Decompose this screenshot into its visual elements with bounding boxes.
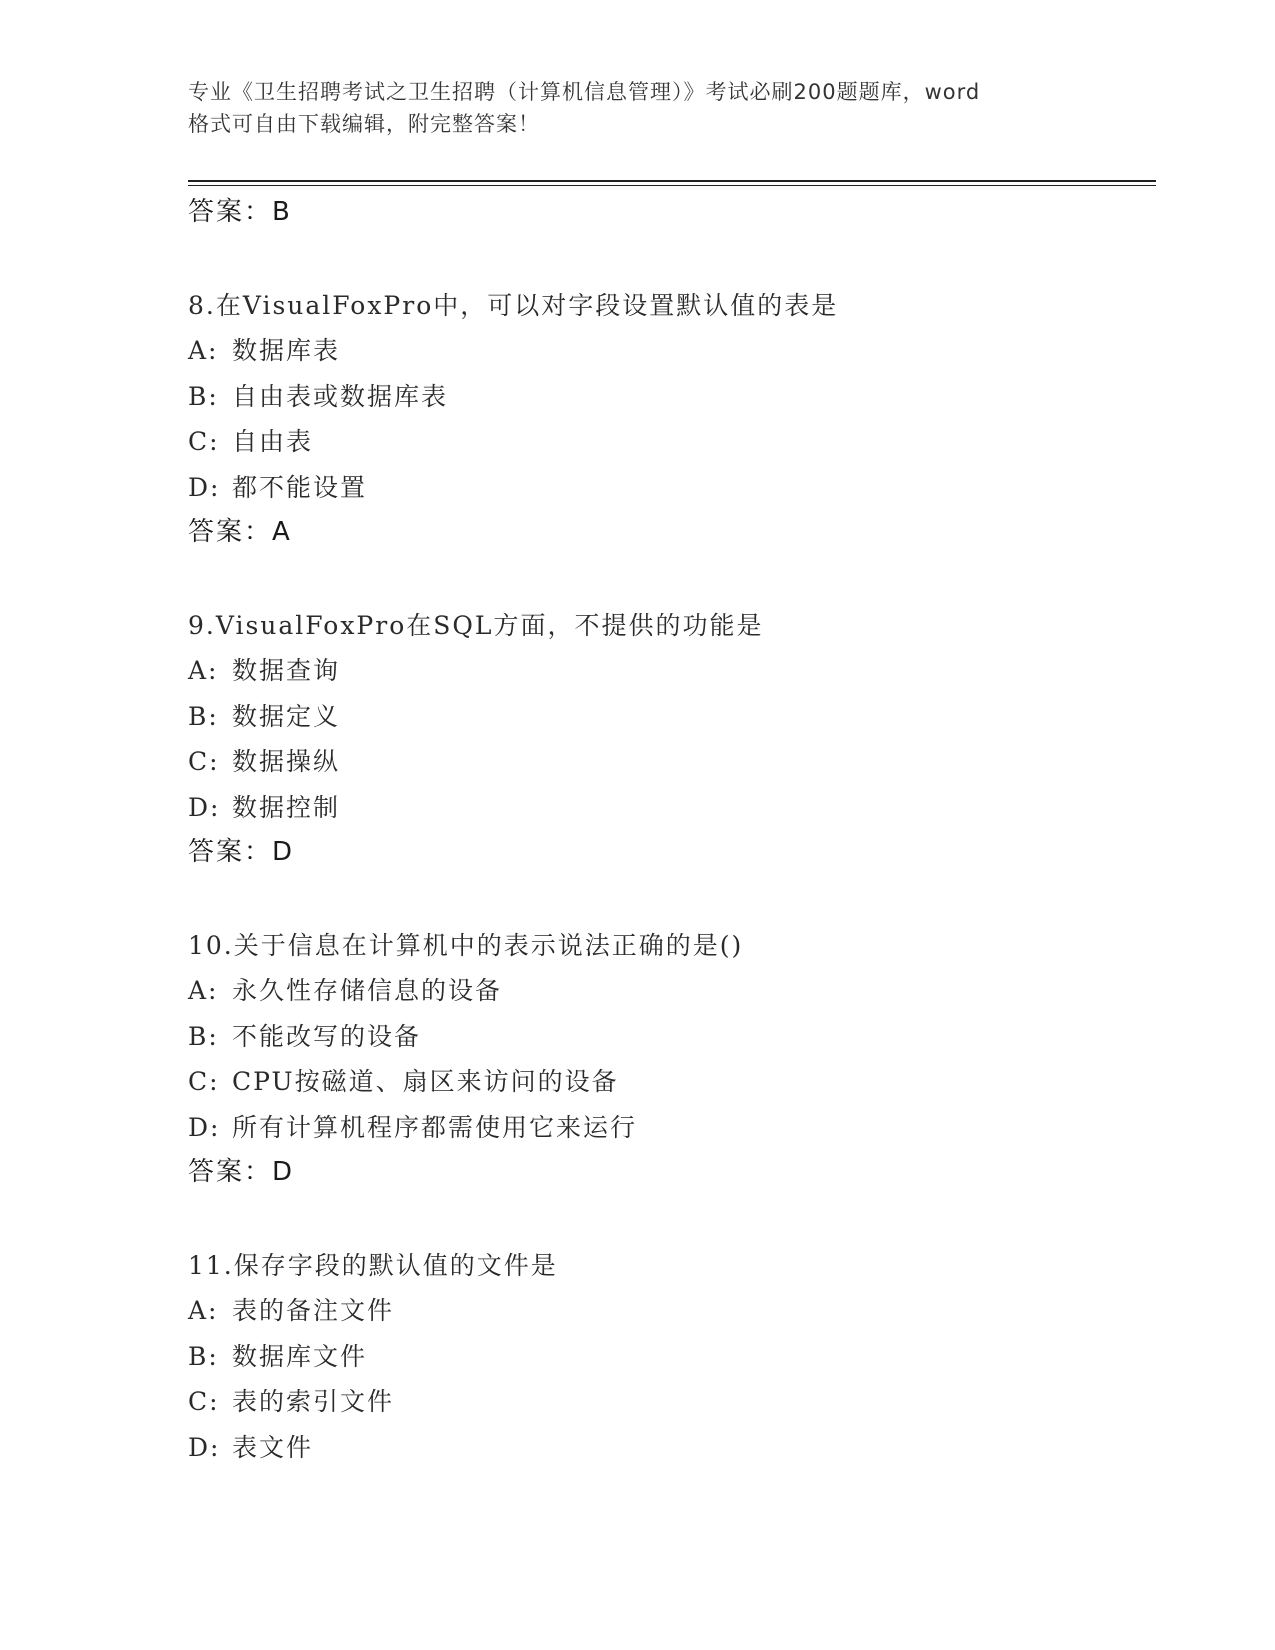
option-text: 表的索引文件 <box>232 1387 395 1416</box>
answer-value: D <box>272 1157 295 1187</box>
option-key: A: <box>188 1296 219 1325</box>
option-line <box>188 648 1148 694</box>
option-key: D: <box>188 1432 221 1462</box>
option-key: C: <box>188 1067 220 1096</box>
option-line <box>188 465 1148 511</box>
answer-value: A <box>272 517 292 547</box>
question-block <box>188 283 1148 556</box>
option-key: D: <box>188 792 221 822</box>
option-line <box>188 419 1148 465</box>
option-text: 数据定义 <box>232 701 341 731</box>
option-text: 数据库文件 <box>232 1341 368 1371</box>
option-text: 不能改写的设备 <box>232 1021 422 1051</box>
option-line <box>188 1105 1148 1151</box>
option-key: A: <box>188 976 219 1005</box>
question-block <box>188 1243 1148 1471</box>
question-stem: 8.在VisualFoxPro中，可以对字段设置默认值的表是 <box>188 290 839 320</box>
option-text: 数据操纵 <box>232 747 341 776</box>
option-key: B: <box>188 381 219 411</box>
option-text: 自由表或数据库表 <box>232 381 449 411</box>
option-key: B: <box>188 1341 219 1371</box>
spacer <box>188 236 1148 283</box>
option-key: B: <box>188 701 219 731</box>
header-divider <box>188 180 1156 182</box>
answer-line <box>188 1150 1148 1196</box>
answer-label: 答案： <box>188 837 273 867</box>
option-line <box>188 1288 1148 1334</box>
answer-line <box>188 190 1148 236</box>
option-line <box>188 785 1148 831</box>
option-key: A: <box>188 336 219 365</box>
option-text: 数据控制 <box>232 792 341 822</box>
option-text: 自由表 <box>232 427 314 456</box>
option-line <box>188 694 1148 740</box>
option-key: C: <box>188 427 220 456</box>
option-line <box>188 739 1148 785</box>
spacer <box>188 876 1148 923</box>
option-key: D: <box>188 472 221 502</box>
option-key: C: <box>188 747 220 776</box>
header-line-1: 专业《卫生招聘考试之卫生招聘（计算机信息管理）》考试必刷200题题库，word <box>188 80 981 104</box>
answer-value: B <box>272 197 292 227</box>
answer-value: D <box>272 837 295 867</box>
option-line <box>188 968 1148 1014</box>
header-line-2: 格式可自由下载编辑，附完整答案！ <box>188 112 540 136</box>
option-text: 所有计算机程序都需使用它来运行 <box>232 1112 638 1142</box>
option-text: 永久性存储信息的设备 <box>232 976 503 1005</box>
option-key: C: <box>188 1387 220 1416</box>
option-text: 数据查询 <box>232 656 341 685</box>
option-line <box>188 1425 1148 1471</box>
question-list <box>188 190 1148 1470</box>
option-text: 数据库表 <box>232 336 341 365</box>
document-header <box>188 76 1088 140</box>
option-text: 表的备注文件 <box>232 1296 395 1325</box>
option-line <box>188 1014 1148 1060</box>
option-line <box>188 374 1148 420</box>
spacer <box>188 1196 1148 1243</box>
option-line <box>188 1334 1148 1380</box>
question-stem: 10.关于信息在计算机中的表示说法正确的是() <box>188 930 744 960</box>
option-key: B: <box>188 1021 219 1051</box>
answer-line <box>188 510 1148 556</box>
option-line <box>188 1379 1148 1425</box>
answer-label: 答案： <box>188 1157 273 1187</box>
option-line <box>188 1059 1148 1105</box>
question-block <box>188 923 1148 1196</box>
answer-label: 答案： <box>188 517 273 547</box>
question-stem: 11.保存字段的默认值的文件是 <box>188 1250 558 1280</box>
answer-line <box>188 830 1148 876</box>
option-text: CPU按磁道、扇区来访问的设备 <box>232 1067 619 1096</box>
header-divider-thin <box>188 185 1156 186</box>
option-key: D: <box>188 1112 221 1142</box>
option-line <box>188 328 1148 374</box>
option-key: A: <box>188 656 219 685</box>
spacer <box>188 556 1148 603</box>
question-block <box>188 603 1148 876</box>
answer-label: 答案： <box>188 197 273 227</box>
option-text: 表文件 <box>232 1432 314 1462</box>
question-stem: 9.VisualFoxPro在SQL方面，不提供的功能是 <box>188 610 764 640</box>
option-text: 都不能设置 <box>232 472 368 502</box>
